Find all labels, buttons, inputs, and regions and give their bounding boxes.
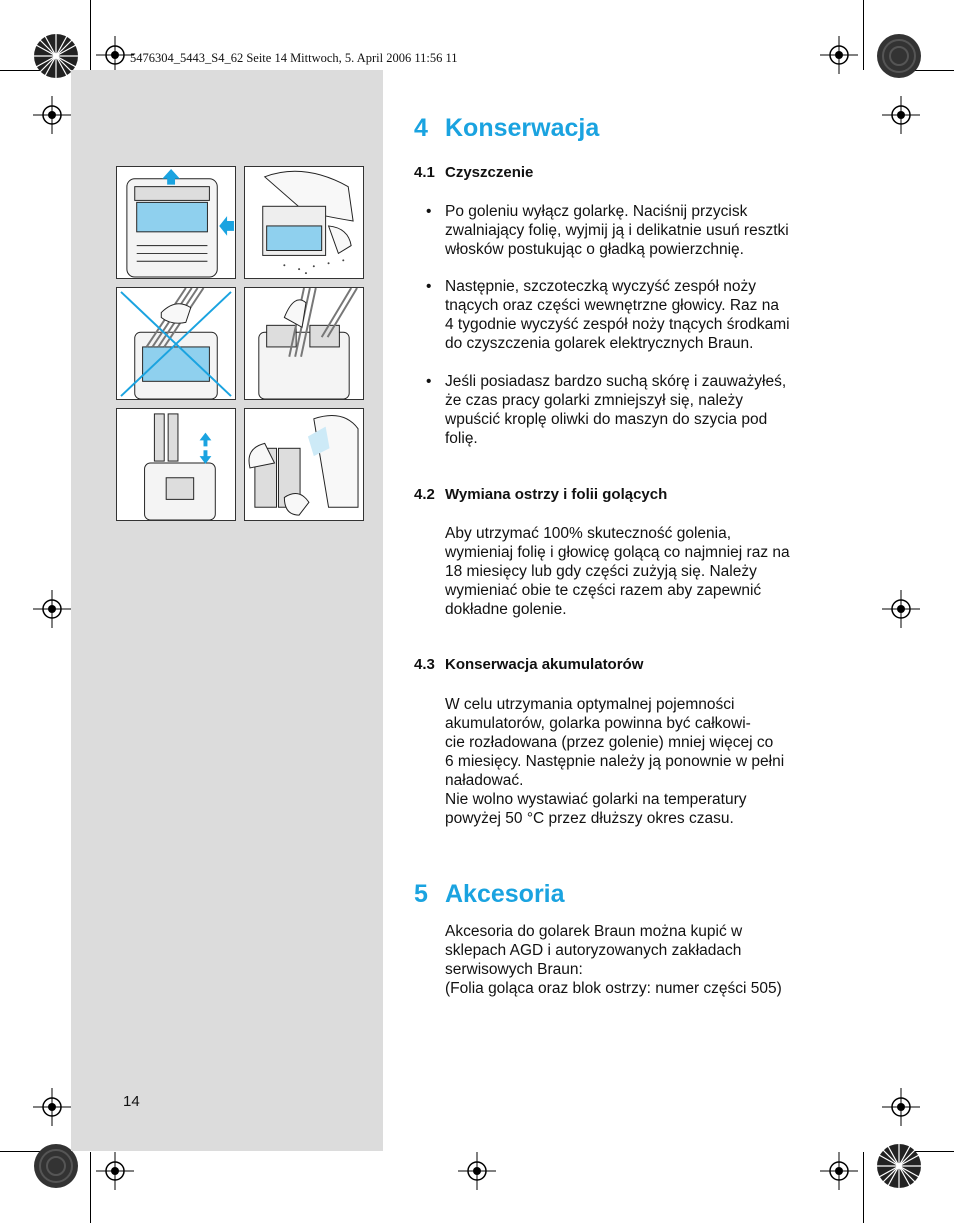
section-4-1-number: 4.1 <box>414 164 435 181</box>
section-4-2-title: Wymiana ostrzy i folii golących <box>445 486 668 503</box>
figure-oil-foil <box>244 408 364 521</box>
registration-mark-icon <box>33 1088 71 1126</box>
registration-mark-icon <box>820 36 858 74</box>
crop-line <box>863 0 864 70</box>
crop-line <box>90 0 91 70</box>
figure-remove-foil <box>116 166 236 279</box>
bullet-text: Następnie, szczoteczką wyczyść zespół noży tnących oraz części wewnętrzne głowicy. Raz na 4 tygodnie wyczyść zespół noży tnących środkami do czyszczenia golarek elektrycznych Braun. <box>445 278 790 352</box>
figure-tap-foil <box>244 166 364 279</box>
print-header: 5476304_5443_S4_62 Seite 14 Mittwoch, 5. April 2006 11:56 11 <box>130 51 458 65</box>
registration-mark-icon <box>96 36 134 74</box>
registration-mark-icon <box>33 590 71 628</box>
registration-mark-icon <box>882 590 920 628</box>
color-wheel-icon <box>876 1143 922 1189</box>
figure-replace-cutter <box>116 408 236 521</box>
blue-arrow-icon <box>200 450 212 464</box>
section-4-2-heading <box>414 486 667 503</box>
section-4-2-body: Aby utrzymać 100% skuteczność golenia, wymieniaj folię i głowicę golącą co najmniej raz na 18 miesięcy lub gdy części zużyją się. Należy wymieniać obie te części razem aby zapewnić dokładne golenie. <box>445 525 790 618</box>
section-4-2-number: 4.2 <box>414 486 435 503</box>
registration-mark-icon <box>882 1088 920 1126</box>
section-4-1-heading <box>414 164 533 181</box>
blue-arrow-icon <box>219 216 234 236</box>
color-wheel-icon <box>876 33 922 79</box>
figure-brush-cutter <box>244 287 364 400</box>
crop-line <box>90 1152 91 1223</box>
blue-arrow-icon <box>200 433 212 447</box>
section-4-number: 4 <box>414 114 428 142</box>
section-4-1-title: Czyszczenie <box>445 164 534 181</box>
section-5-body: Akcesoria do golarek Braun można kupić w sklepach AGD i autoryzowanych zakładach serwisowych Braun: (Folia goląca oraz blok ostrzy: numer części 505) <box>445 923 782 997</box>
registration-mark-icon <box>820 1152 858 1190</box>
section-4-3-body: W celu utrzymania optymalnej pojemności akumulatorów, golarka powinna być całkowi- cie rozładowana (przez golenie) mniej więcej co 6 miesięcy. Następnie należy ją ponownie w pełni naładować. Nie wolno wystawiać golarki na temperatury powyżej 50 °C przez dłuższy okres czasu. <box>445 696 785 827</box>
registration-mark-icon <box>96 1152 134 1190</box>
section-4-title: Konserwacja <box>445 114 600 142</box>
crop-line <box>863 1152 864 1223</box>
figure-do-not-brush-foil <box>116 287 236 400</box>
bullet-text: Po goleniu wyłącz golarkę. Naciśnij przycisk zwalniający folię, wyjmij ją i delikatnie usuń resztki włosków postukując o gładką powierzchnię. <box>445 203 789 258</box>
registration-mark-icon <box>33 96 71 134</box>
section-5-title: Akcesoria <box>445 880 565 908</box>
section-5-number: 5 <box>414 880 428 908</box>
page-number: 14 <box>123 1093 140 1110</box>
section-4-3-title: Konserwacja akumulatorów <box>445 656 644 673</box>
section-5-heading <box>414 880 565 909</box>
registration-mark-icon <box>882 96 920 134</box>
section-4-3-heading <box>414 656 643 673</box>
section-4-heading <box>414 114 599 143</box>
bullet-text: Jeśli posiadasz bardzo suchą skórę i zauważyłeś, że czas pracy golarki zmniejszył się, należy wpuścić kroplę oliwki do maszyn do szycia pod folię. <box>445 373 787 447</box>
section-4-3-number: 4.3 <box>414 656 435 673</box>
registration-mark-icon <box>458 1152 496 1190</box>
